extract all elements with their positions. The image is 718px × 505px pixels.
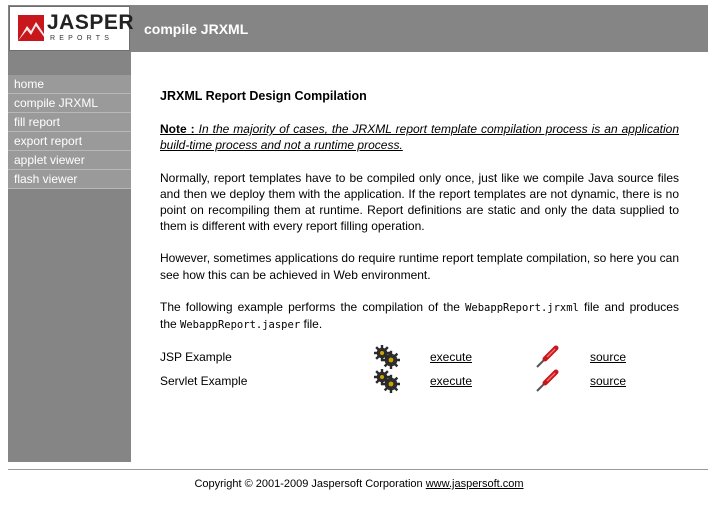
source-link[interactable]: source xyxy=(590,350,627,364)
logo-mountain-icon xyxy=(18,15,44,41)
screwdriver-icon xyxy=(534,345,560,369)
nav-item-export-report[interactable]: export report xyxy=(8,132,131,151)
jaspersoft-link[interactable]: www.jaspersoft.com xyxy=(425,478,524,490)
execute-link[interactable]: execute xyxy=(430,374,473,388)
page-footer xyxy=(0,478,718,490)
example-paragraph xyxy=(160,299,679,333)
page-header xyxy=(8,5,708,52)
gears-icon xyxy=(374,369,400,393)
execute-link[interactable]: execute xyxy=(430,350,473,364)
jasperreports-logo[interactable] xyxy=(9,6,135,51)
page-header-title: compile JRXML xyxy=(144,21,249,37)
nav-item-applet-viewer[interactable]: applet viewer xyxy=(8,151,131,170)
example-label: JSP Example xyxy=(160,350,232,364)
copyright-text: Copyright © 2001-2009 Jaspersoft Corporation xyxy=(194,478,423,490)
example-text-c: file. xyxy=(303,317,323,332)
note-paragraph xyxy=(160,121,679,153)
note-label: Note : xyxy=(160,122,195,137)
jrxml-filename: WebappReport.jrxml xyxy=(465,301,579,314)
sidebar xyxy=(8,52,131,462)
logo-word: JASPER xyxy=(47,11,135,34)
intro-paragraph: Normally, report templates have to be compiled only once, just like we compile Java source files and then we deploy them with the application. If the report templates are not dynamic, there is no point on recompiling them at runtime. Report definitions are static and only the data supplied to them is different with every report filling operation. xyxy=(160,170,679,234)
example-text-a: The following example performs the compilation of the xyxy=(160,299,460,314)
sidebar-nav xyxy=(8,75,131,189)
nav-item-compile-jrxml[interactable]: compile JRXML xyxy=(8,94,131,113)
nav-item-home[interactable]: home xyxy=(8,75,131,94)
note-text: In the majority of cases, the JRXML report template compilation process is an application build-time process and not a runtime process. xyxy=(160,122,679,153)
footer-divider xyxy=(8,469,708,470)
nav-item-flash-viewer[interactable]: flash viewer xyxy=(8,170,131,189)
runtime-paragraph: However, sometimes applications do require runtime report template compilation, so here you can see how this can be achieved in Web environment. xyxy=(160,251,679,282)
screwdriver-icon xyxy=(534,369,560,393)
main-content xyxy=(160,88,679,349)
example-row-jsp xyxy=(160,343,700,367)
example-row-servlet xyxy=(160,367,700,391)
source-link[interactable]: source xyxy=(590,374,627,388)
example-text-b: file and produces the xyxy=(160,299,679,332)
jasper-filename: WebappReport.jasper xyxy=(180,319,301,332)
examples-table xyxy=(160,343,700,391)
page-title: JRXML Report Design Compilation xyxy=(160,89,367,103)
logo-subtitle: REPORTS xyxy=(50,35,114,42)
example-label: Servlet Example xyxy=(160,374,248,388)
nav-item-fill-report[interactable]: fill report xyxy=(8,113,131,132)
gears-icon xyxy=(374,345,400,369)
